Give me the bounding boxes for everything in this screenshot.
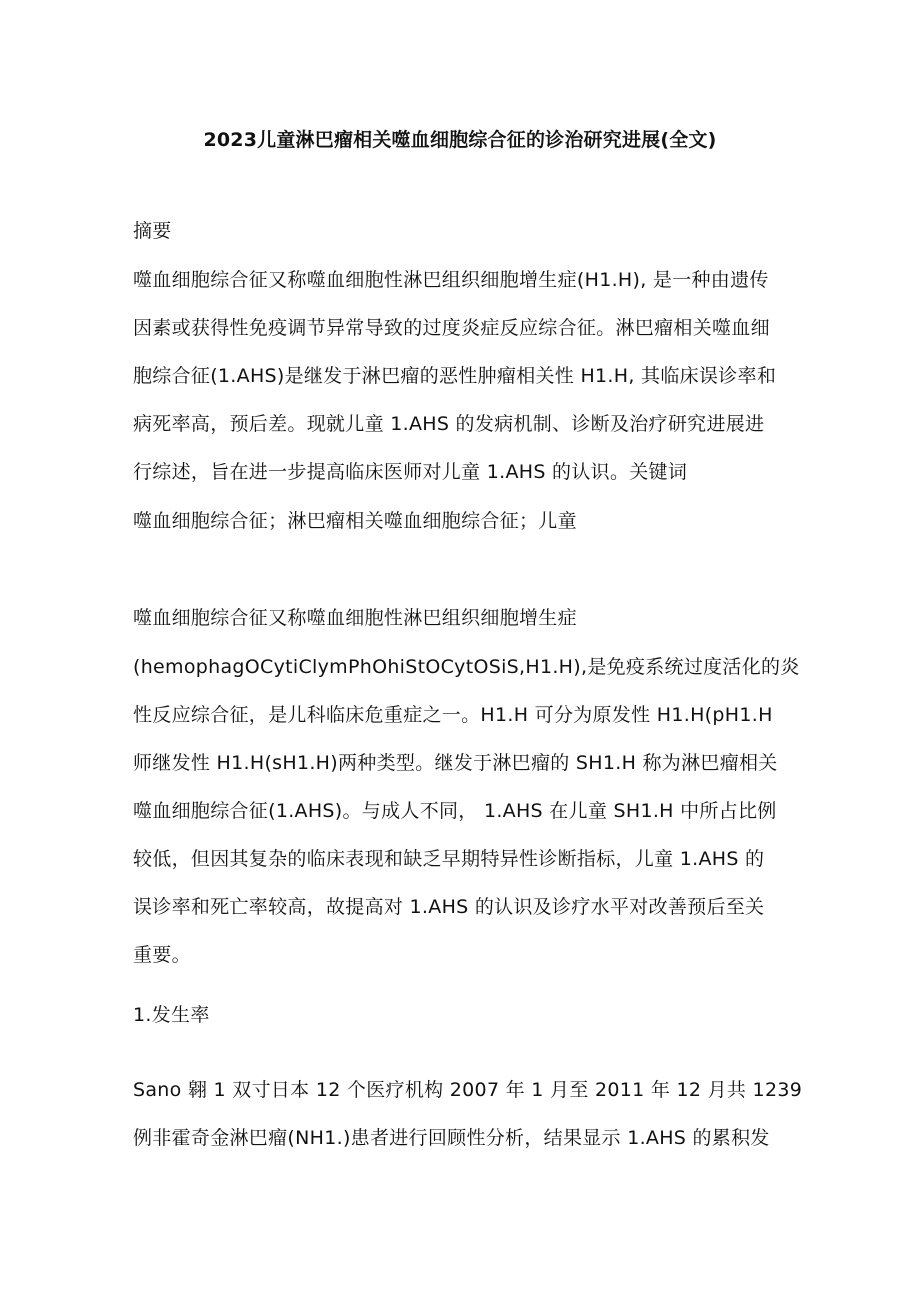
abstract-line: 噬血细胞综合征又称噬血细胞性淋巴组织细胞增生症(H1.H), 是一种由遗传	[133, 269, 769, 291]
keywords-line: 噬血细胞综合征；淋巴瘤相关噬血细胞综合征；儿童	[133, 510, 577, 532]
intro-line: 性反应综合征，是儿科临床危重症之一。H1.H 可分为原发性 H1.H(pH1.H	[133, 704, 773, 726]
abstract-line: 因素或获得性免疫调节异常导致的过度炎症反应综合征。淋巴瘤相关噬血细	[133, 317, 770, 339]
intro-line: 噬血细胞综合征(1.AHS)。与成人不同， 1.AHS 在儿童 SH1.H 中所占比例	[133, 800, 777, 822]
abstract-line: 行综述，旨在进一步提高临床医师对儿童 1.AHS 的认识。关键词	[133, 461, 688, 483]
abstract-line: 病死率高，预后差。现就儿童 1.AHS 的发病机制、诊断及治疗研究进展进	[133, 413, 765, 435]
intro-line: 师继发性 H1.H(sH1.H)两种类型。继发于淋巴瘤的 SH1.H 称为淋巴瘤相关	[133, 752, 778, 774]
intro-line: 重要。	[133, 944, 191, 966]
document-title: 2023儿童淋巴瘤相关噬血细胞综合征的诊治研究进展(全文)	[203, 129, 717, 151]
intro-line: 较低，但因其复杂的临床表现和缺乏早期特异性诊断指标，儿童 1.AHS 的	[133, 848, 765, 870]
section-heading: 1.发生率	[133, 1004, 210, 1026]
intro-line: (hemophagOCytiClymPhOhiStOCytOSiS,H1.H),是免疫系统过度活化的炎	[133, 656, 800, 678]
abstract-heading: 摘要	[133, 220, 172, 242]
intro-line: 误诊率和死亡率较高，故提高对 1.AHS 的认识及诊疗水平对改善预后至关	[133, 896, 765, 918]
section-line: 例非霍奇金淋巴瘤(NH1.)患者进行回顾性分析，结果显示 1.AHS 的累积发	[133, 1127, 770, 1149]
abstract-line: 胞综合征(1.AHS)是继发于淋巴瘤的恶性肿瘤相关性 H1.H, 其临床误诊率和	[133, 365, 777, 387]
section-line: Sano 翱 1 双寸日本 12 个医疗机构 2007 年 1 月至 2011 年 12 月共 1239	[133, 1079, 803, 1101]
intro-line: 噬血细胞综合征又称噬血细胞性淋巴组织细胞增生症	[133, 607, 577, 629]
